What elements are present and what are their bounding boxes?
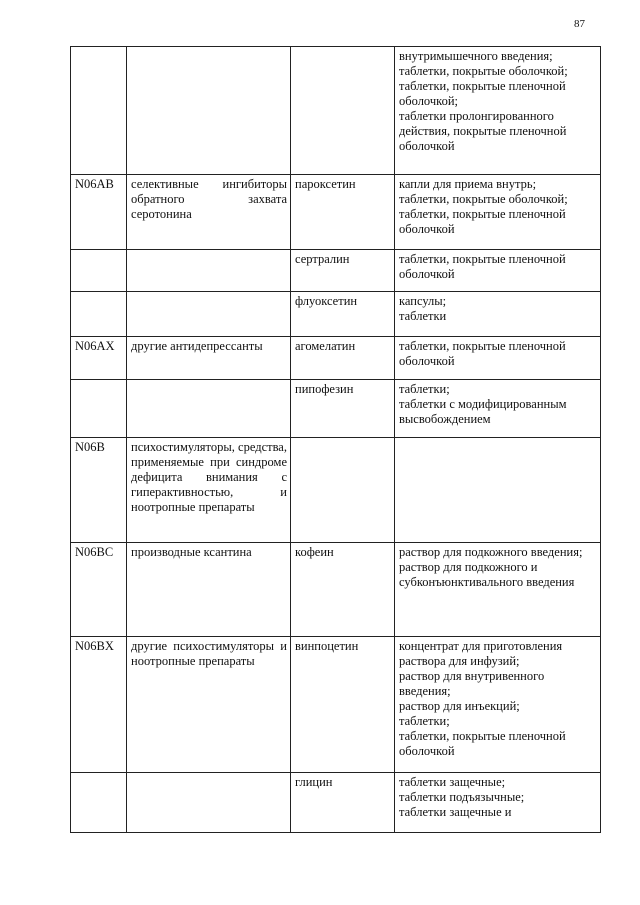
dosage-form: таблетки подъязычные; xyxy=(399,790,525,804)
table-row xyxy=(71,250,601,292)
atc-code: N06BC xyxy=(71,543,127,637)
dosage-form: раствор для внутривенного введения; xyxy=(399,669,545,698)
table-row xyxy=(71,773,601,833)
dosage-forms xyxy=(395,773,601,833)
dosage-form: таблетки пролонгированного действия, покрытые пленочной оболочкой xyxy=(399,109,567,153)
dosage-form: таблетки защечные и xyxy=(399,805,512,819)
atc-code xyxy=(71,380,127,438)
dosage-form: раствор для подкожного введения; xyxy=(399,545,583,559)
atc-code xyxy=(71,47,127,175)
table-row xyxy=(71,438,601,543)
dosage-form: таблетки, покрытые оболочкой; xyxy=(399,64,568,78)
drug-name: пароксетин xyxy=(291,175,395,250)
atc-code xyxy=(71,773,127,833)
drug-name: кофеин xyxy=(291,543,395,637)
atc-code: N06AX xyxy=(71,337,127,380)
dosage-form: таблетки с модифицированным высвобождением xyxy=(399,397,567,426)
pharmacological-group: селективные ингибиторы обратного захвата серотонина xyxy=(127,175,291,250)
dosage-forms xyxy=(395,47,601,175)
table-row xyxy=(71,543,601,637)
pharmacological-group xyxy=(127,250,291,292)
dosage-forms xyxy=(395,543,601,637)
drug-name xyxy=(291,47,395,175)
atc-code: N06BX xyxy=(71,637,127,773)
dosage-forms xyxy=(395,438,601,543)
drug-name: пипофезин xyxy=(291,380,395,438)
table-row xyxy=(71,47,601,175)
pharmacological-group: производные ксантина xyxy=(127,543,291,637)
dosage-form: концентрат для приготовления раствора для инфузий; xyxy=(399,639,563,668)
table-row xyxy=(71,175,601,250)
drug-name: винпоцетин xyxy=(291,637,395,773)
dosage-form: таблетки, покрытые пленочной оболочкой xyxy=(399,729,566,758)
atc-code: N06AB xyxy=(71,175,127,250)
pharmacological-group: другие антидепрессанты xyxy=(127,337,291,380)
drug-name: глицин xyxy=(291,773,395,833)
dosage-form: внутримышечного введения; xyxy=(399,49,553,63)
drug-name xyxy=(291,438,395,543)
atc-code xyxy=(71,250,127,292)
table-row xyxy=(71,337,601,380)
dosage-form: таблетки, покрытые пленочной оболочкой xyxy=(399,207,566,236)
dosage-forms xyxy=(395,292,601,337)
atc-code xyxy=(71,292,127,337)
dosage-form: таблетки защечные; xyxy=(399,775,506,789)
pharmacological-group xyxy=(127,292,291,337)
dosage-form: таблетки; xyxy=(399,714,450,728)
dosage-forms xyxy=(395,380,601,438)
dosage-forms xyxy=(395,337,601,380)
pharmacological-group: другие психостимуляторы и ноотропные препараты xyxy=(127,637,291,773)
dosage-forms xyxy=(395,175,601,250)
dosage-form: таблетки, покрытые пленочной оболочкой; xyxy=(399,79,566,108)
dosage-form: раствор для инъекций; xyxy=(399,699,520,713)
table-row xyxy=(71,637,601,773)
table-row xyxy=(71,292,601,337)
pharmacological-group xyxy=(127,47,291,175)
pharmacological-group xyxy=(127,380,291,438)
dosage-form: капсулы; xyxy=(399,294,447,308)
drug-name: флуоксетин xyxy=(291,292,395,337)
table-row xyxy=(71,380,601,438)
dosage-form: капли для приема внутрь; xyxy=(399,177,537,191)
dosage-form: таблетки, покрытые пленочной оболочкой xyxy=(399,252,566,281)
drug-name: агомелатин xyxy=(291,337,395,380)
page-number: 87 xyxy=(574,18,585,30)
atc-code: N06B xyxy=(71,438,127,543)
pharmacological-group xyxy=(127,773,291,833)
dosage-forms xyxy=(395,250,601,292)
dosage-form: таблетки; xyxy=(399,382,450,396)
pharmacological-group: психостимуляторы, средства, применяемые при синдроме дефицита внимания с гиперактивностью, и ноотропные препараты xyxy=(127,438,291,543)
dosage-forms xyxy=(395,637,601,773)
dosage-form: таблетки, покрытые пленочной оболочкой xyxy=(399,339,566,368)
dosage-form: таблетки, покрытые оболочкой; xyxy=(399,192,568,206)
drug-name: сертралин xyxy=(291,250,395,292)
dosage-form: раствор для подкожного и субконъюнктивального введения xyxy=(399,560,575,589)
dosage-form: таблетки xyxy=(399,309,447,323)
drug-table xyxy=(70,46,601,833)
